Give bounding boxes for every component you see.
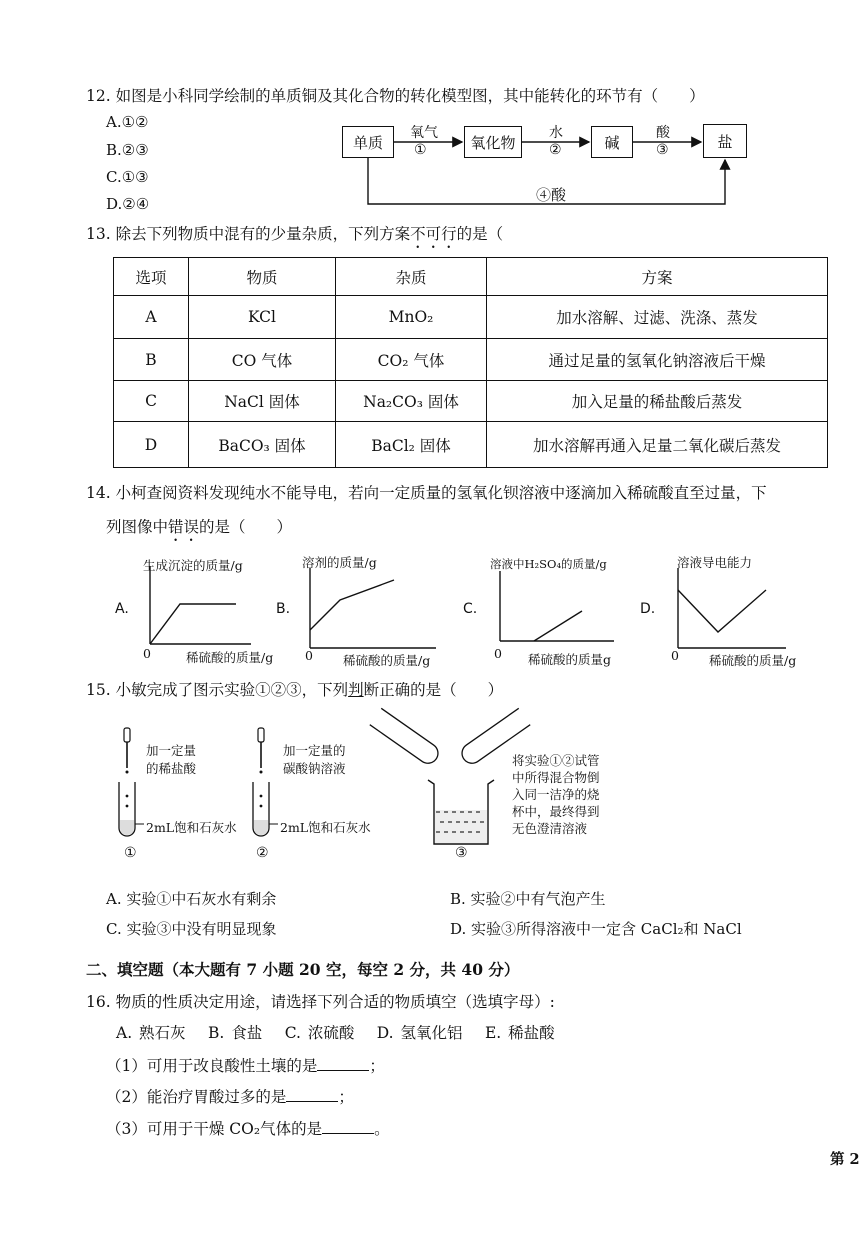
choice-a: A. 熟石灰	[116, 1024, 186, 1042]
graph-a-origin: 0	[143, 646, 151, 661]
table-row	[114, 381, 828, 422]
beaker-liquid	[435, 810, 487, 843]
header-option: 选项	[114, 258, 189, 296]
header-plan: 方案	[487, 258, 828, 296]
graph-a-curve	[150, 604, 236, 644]
graph-d-plot	[674, 568, 797, 668]
q15-option-b[interactable]: B. 实验②中有气泡产生	[450, 890, 606, 908]
q16-sub1: （1）可用于改良酸性土壤的是 ；	[106, 1057, 385, 1075]
q12-stem: 12. 如图是小科同学绘制的单质铜及其化合物的转化模型图，其中能转化的环节有（ ）	[86, 87, 705, 105]
graph-c-ylabel: 溶液中H₂SO₄的质量/g	[490, 557, 607, 571]
q16-stem: 16. 物质的性质决定用途，请选择下列合适的物质填空（选填字母）:	[86, 993, 555, 1011]
q13-stem: 13. 除去下列物质中混有的少量杂质，下列方案不可行的是（	[86, 225, 504, 243]
q15-option-a[interactable]: A. 实验①中石灰水有剩余	[106, 890, 277, 908]
exp1-number: ①	[124, 845, 137, 861]
exp3-number: ③	[455, 845, 468, 861]
cell-substance: BaCO₃ 固体	[189, 422, 336, 468]
header-substance: 物质	[189, 258, 336, 296]
arrow3-number: ③	[656, 142, 669, 158]
graph-c-curve	[534, 611, 582, 641]
node-oxide: 氧化物	[464, 126, 522, 158]
cell-impurity: Na₂CO₃ 固体	[336, 381, 487, 422]
graph-d-origin: 0	[671, 648, 679, 663]
q15-option-d[interactable]: D. 实验③所得溶液中一定含 CaCl₂和 NaCl	[450, 920, 742, 938]
q14-stem-line2: 列图像中错误的是（ ）	[106, 518, 293, 536]
q15-emphasis: 判	[348, 681, 364, 699]
graph-b-letter: B.	[276, 601, 291, 617]
page-number: 第 2	[830, 1151, 860, 1168]
arrow3-label: 酸	[656, 125, 670, 141]
arrow2-number: ②	[549, 142, 562, 158]
q15-option-c[interactable]: C. 实验③中没有明显现象	[106, 920, 277, 938]
table-row	[114, 296, 828, 339]
node-salt: 盐	[703, 124, 747, 158]
exp1-tube-label: 2mL饱和石灰水	[146, 820, 237, 835]
q14-stem-line1: 14. 小柯查阅资料发现纯水不能导电，若向一定质量的氢氧化钡溶液中逐滴加入稀硫酸直至过量，下	[86, 484, 767, 502]
cell-plan: 加水溶解再通入足量二氧化碳后蒸发	[487, 422, 828, 468]
graph-c-xlabel: 稀硫酸的质量g	[528, 652, 612, 667]
answer-blank-2[interactable]	[286, 1087, 338, 1102]
q13-table	[113, 257, 828, 468]
exp2-tube-label: 2mL饱和石灰水	[280, 820, 371, 835]
choice-c: C. 浓硫酸	[284, 1024, 355, 1042]
q16-choices	[116, 1021, 555, 1043]
q14-emphasis: 错误	[168, 518, 200, 536]
cell-option: A	[114, 296, 189, 339]
q13-emphasis: 不可行	[410, 225, 457, 243]
tilted-tube-left	[370, 708, 442, 767]
graph-b-origin: 0	[305, 648, 313, 663]
cell-substance: KCl	[189, 296, 336, 339]
graph-d-xlabel: 稀硫酸的质量/g	[709, 653, 797, 668]
graph-c-plot	[496, 571, 616, 671]
cell-impurity: BaCl₂ 固体	[336, 422, 487, 468]
q12-option-c[interactable]: C.①③	[106, 168, 149, 186]
cell-option: D	[114, 422, 189, 468]
cell-impurity: CO₂ 气体	[336, 339, 487, 381]
exp3-description: 将实验①②试管 中所得混合物倒 入同一洁净的烧 杯中，最终得到 无色澄清溶液	[512, 753, 600, 836]
dropper-bulb	[258, 728, 264, 742]
cell-substance: NaCl 固体	[189, 381, 336, 422]
graph-b-curve	[310, 580, 394, 630]
graph-c-letter: C.	[463, 601, 478, 617]
cell-option: B	[114, 339, 189, 381]
graph-c-origin: 0	[494, 646, 502, 661]
graph-a-ylabel: 生成沉淀的质量/g	[143, 558, 243, 573]
dropper-bulb	[124, 728, 130, 742]
cell-substance: CO 气体	[189, 339, 336, 381]
arrow1-number: ①	[414, 142, 427, 158]
answer-blank-1[interactable]	[317, 1056, 369, 1071]
cell-impurity: MnO₂	[336, 296, 487, 339]
answer-blank-3[interactable]	[322, 1119, 374, 1134]
node-elemental: 单质	[342, 126, 394, 158]
choice-e: E. 稀盐酸	[484, 1024, 555, 1042]
q12-option-a[interactable]: A.①②	[106, 113, 149, 131]
exp1-reagent-label: 加一定量 的稀盐酸	[146, 743, 197, 776]
table-row	[114, 422, 828, 468]
q16-sub3: （3）可用于干燥 CO₂气体的是 。	[106, 1120, 390, 1138]
graph-b-plot	[306, 568, 446, 668]
exp2-number: ②	[256, 845, 269, 861]
graph-b-ylabel: 溶剂的质量/g	[302, 555, 377, 570]
q16-sub2: （2）能治疗胃酸过多的是 ；	[106, 1088, 354, 1106]
graph-d-curve	[678, 590, 766, 632]
cell-option: C	[114, 381, 189, 422]
exp2-reagent-label: 加一定量的 碳酸钠溶液	[283, 743, 346, 776]
header-impurity: 杂质	[336, 258, 487, 296]
arrow4-label: ④酸	[536, 186, 567, 204]
cell-plan: 加水溶解、过滤、洗涤、蒸发	[487, 296, 828, 339]
cell-plan: 通过足量的氢氧化钠溶液后干燥	[487, 339, 828, 381]
q12-option-b[interactable]: B.②③	[106, 141, 149, 159]
graph-d-ylabel: 溶液导电能力	[677, 555, 753, 570]
arrow1-label: 氧气	[410, 125, 438, 141]
table-row	[114, 339, 828, 381]
graph-b-xlabel: 稀硫酸的质量/g	[343, 653, 431, 668]
cell-plan: 加入足量的稀盐酸后蒸发	[487, 381, 828, 422]
graph-a-letter: A.	[115, 601, 129, 617]
arrow2-label: 水	[549, 125, 563, 141]
section-title: 二、填空题（本大题有 7 小题 20 空，每空 2 分，共 40 分）	[86, 960, 520, 979]
table-header-row	[114, 258, 828, 296]
choice-d: D. 氢氧化铝	[376, 1024, 463, 1042]
graph-d-letter: D.	[640, 601, 656, 617]
q12-option-d[interactable]: D.②④	[106, 195, 150, 213]
graph-a-plot	[146, 566, 266, 666]
graph-a-xlabel: 稀硫酸的质量/g	[186, 650, 274, 665]
node-base: 碱	[591, 126, 633, 158]
q15-stem: 15. 小敏完成了图示实验①②③，下列判断正确的是（ ）	[86, 681, 504, 699]
choice-b: B. 食盐	[208, 1024, 263, 1042]
